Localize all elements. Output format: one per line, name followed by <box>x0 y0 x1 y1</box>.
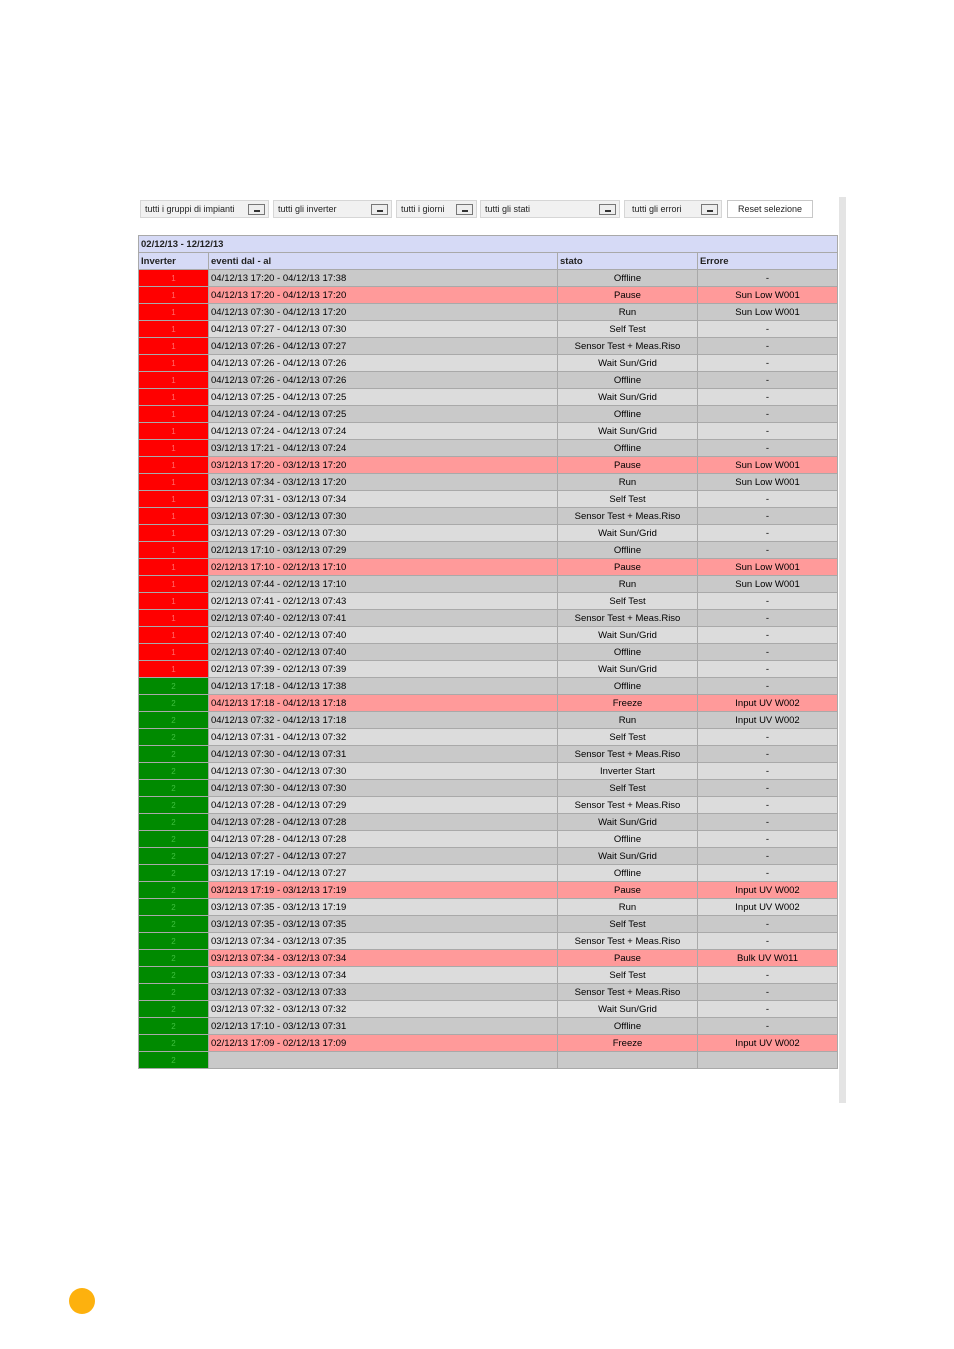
event-period-cell: 04/12/13 07:27 - 04/12/13 07:27 <box>209 848 558 865</box>
event-period-cell: 03/12/13 07:32 - 03/12/13 07:33 <box>209 984 558 1001</box>
status-cell: Wait Sun/Grid <box>558 423 698 440</box>
error-cell: - <box>698 593 838 610</box>
table-row[interactable] <box>139 831 838 848</box>
error-cell: - <box>698 610 838 627</box>
inverter-cell: 1 <box>139 491 209 508</box>
event-period-cell: 03/12/13 07:35 - 03/12/13 07:35 <box>209 916 558 933</box>
table-row[interactable] <box>139 916 838 933</box>
table-row[interactable] <box>139 559 838 576</box>
table-row[interactable] <box>139 491 838 508</box>
event-period-cell: 03/12/13 07:34 - 03/12/13 17:20 <box>209 474 558 491</box>
error-cell: - <box>698 389 838 406</box>
table-row[interactable] <box>139 814 838 831</box>
table-row[interactable] <box>139 593 838 610</box>
status-cell: Offline <box>558 831 698 848</box>
error-cell: - <box>698 1018 838 1035</box>
table-row[interactable] <box>139 440 838 457</box>
status-cell: Sensor Test + Meas.Riso <box>558 933 698 950</box>
table-row[interactable] <box>139 950 838 967</box>
status-cell: Inverter Start <box>558 763 698 780</box>
table-row[interactable] <box>139 967 838 984</box>
table-row[interactable] <box>139 678 838 695</box>
event-period-cell: 04/12/13 07:31 - 04/12/13 07:32 <box>209 729 558 746</box>
error-cell: - <box>698 440 838 457</box>
table-row[interactable] <box>139 797 838 814</box>
error-cell: - <box>698 678 838 695</box>
inverter-cell: 1 <box>139 525 209 542</box>
error-cell: - <box>698 423 838 440</box>
inverter-cell: 1 <box>139 423 209 440</box>
event-period-cell: 03/12/13 07:34 - 03/12/13 07:35 <box>209 933 558 950</box>
status-cell: Sensor Test + Meas.Riso <box>558 338 698 355</box>
table-header <box>139 253 838 270</box>
status-cell: Self Test <box>558 729 698 746</box>
status-cell: Offline <box>558 678 698 695</box>
table-row[interactable] <box>139 508 838 525</box>
event-period-cell: 02/12/13 07:40 - 02/12/13 07:41 <box>209 610 558 627</box>
vertical-scrollbar[interactable] <box>839 197 846 1103</box>
table-row[interactable] <box>139 933 838 950</box>
inverter-cell: 1 <box>139 338 209 355</box>
event-period-cell: 04/12/13 17:20 - 04/12/13 17:20 <box>209 287 558 304</box>
status-cell: Wait Sun/Grid <box>558 389 698 406</box>
inverter-cell: 2 <box>139 899 209 916</box>
inverter-cell: 2 <box>139 933 209 950</box>
status-cell: Offline <box>558 270 698 287</box>
inverter-filter[interactable] <box>273 200 392 218</box>
inverter-cell: 2 <box>139 984 209 1001</box>
error-cell: Sun Low W001 <box>698 559 838 576</box>
event-period-cell: 04/12/13 07:25 - 04/12/13 07:25 <box>209 389 558 406</box>
event-period-cell: 04/12/13 07:26 - 04/12/13 07:26 <box>209 355 558 372</box>
error-cell: - <box>698 406 838 423</box>
error-cell: - <box>698 525 838 542</box>
table-row[interactable] <box>139 457 838 474</box>
table-row[interactable] <box>139 746 838 763</box>
error-cell: - <box>698 865 838 882</box>
error-cell: - <box>698 661 838 678</box>
event-period-cell: 03/12/13 07:34 - 03/12/13 07:34 <box>209 950 558 967</box>
status-cell: Wait Sun/Grid <box>558 848 698 865</box>
table-row[interactable] <box>139 525 838 542</box>
event-log-panel <box>137 197 846 1103</box>
event-period-cell: 03/12/13 07:30 - 03/12/13 07:30 <box>209 508 558 525</box>
inverter-cell: 2 <box>139 1001 209 1018</box>
event-period-cell: 03/12/13 07:29 - 03/12/13 07:30 <box>209 525 558 542</box>
error-cell: Sun Low W001 <box>698 576 838 593</box>
error-cell: - <box>698 355 838 372</box>
error-cell: - <box>698 491 838 508</box>
table-row[interactable] <box>139 780 838 797</box>
inverter-cell: 2 <box>139 865 209 882</box>
event-period-cell: 04/12/13 07:26 - 04/12/13 07:26 <box>209 372 558 389</box>
status-cell: Run <box>558 474 698 491</box>
inverter-cell: 2 <box>139 1018 209 1035</box>
event-period-cell: 04/12/13 07:27 - 04/12/13 07:30 <box>209 321 558 338</box>
table-row[interactable] <box>139 474 838 491</box>
column-header-inverter[interactable]: Inverter <box>139 253 209 270</box>
error-cell: - <box>698 270 838 287</box>
inverter-cell: 1 <box>139 287 209 304</box>
inverter-cell: 1 <box>139 474 209 491</box>
error-cell: - <box>698 372 838 389</box>
table-row[interactable] <box>139 882 838 899</box>
status-cell: Offline <box>558 406 698 423</box>
error-cell: - <box>698 814 838 831</box>
event-period-cell <box>209 1052 558 1069</box>
table-row[interactable] <box>139 610 838 627</box>
table-row[interactable] <box>139 423 838 440</box>
dropdown-arrow-icon[interactable] <box>701 204 718 215</box>
table-row[interactable] <box>139 627 838 644</box>
status-cell: Offline <box>558 372 698 389</box>
inverter-cell: 2 <box>139 729 209 746</box>
error-cell: - <box>698 729 838 746</box>
table-row[interactable] <box>139 542 838 559</box>
inverter-cell: 2 <box>139 967 209 984</box>
status-cell: Pause <box>558 559 698 576</box>
inverter-cell: 2 <box>139 746 209 763</box>
error-filter[interactable] <box>624 200 722 218</box>
inverter-cell: 1 <box>139 644 209 661</box>
status-cell: Wait Sun/Grid <box>558 355 698 372</box>
error-cell: - <box>698 984 838 1001</box>
status-cell: Pause <box>558 287 698 304</box>
error-cell: - <box>698 321 838 338</box>
error-cell: Input UV W002 <box>698 899 838 916</box>
error-cell: Input UV W002 <box>698 882 838 899</box>
inverter-cell: 1 <box>139 559 209 576</box>
filter-bar <box>140 200 840 218</box>
event-period-cell: 02/12/13 07:44 - 02/12/13 17:10 <box>209 576 558 593</box>
error-cell: - <box>698 916 838 933</box>
status-cell: Offline <box>558 1018 698 1035</box>
status-cell: Sensor Test + Meas.Riso <box>558 610 698 627</box>
table-row[interactable] <box>139 321 838 338</box>
status-cell: Wait Sun/Grid <box>558 814 698 831</box>
table-row[interactable] <box>139 695 838 712</box>
status-cell: Self Test <box>558 593 698 610</box>
event-period-cell: 04/12/13 07:30 - 04/12/13 07:31 <box>209 746 558 763</box>
inverter-cell: 2 <box>139 882 209 899</box>
inverter-cell: 2 <box>139 848 209 865</box>
inverter-cell: 1 <box>139 406 209 423</box>
event-period-cell: 04/12/13 07:28 - 04/12/13 07:28 <box>209 814 558 831</box>
inverter-cell: 1 <box>139 576 209 593</box>
event-period-cell: 04/12/13 07:26 - 04/12/13 07:27 <box>209 338 558 355</box>
error-cell: - <box>698 627 838 644</box>
event-period-cell: 04/12/13 07:32 - 04/12/13 17:18 <box>209 712 558 729</box>
events-table <box>138 235 838 1069</box>
status-cell: Run <box>558 304 698 321</box>
status-cell: Pause <box>558 950 698 967</box>
status-cell: Freeze <box>558 695 698 712</box>
error-cell: - <box>698 746 838 763</box>
inverter-cell: 2 <box>139 712 209 729</box>
inverter-cell: 1 <box>139 389 209 406</box>
inverter-cell: 1 <box>139 508 209 525</box>
error-cell: Input UV W002 <box>698 695 838 712</box>
table-row[interactable] <box>139 355 838 372</box>
error-cell: Bulk UV W011 <box>698 950 838 967</box>
inverter-cell: 1 <box>139 321 209 338</box>
event-period-cell: 03/12/13 07:35 - 03/12/13 17:19 <box>209 899 558 916</box>
column-header-error[interactable]: Errore <box>698 253 838 270</box>
event-period-cell: 04/12/13 07:30 - 04/12/13 07:30 <box>209 763 558 780</box>
status-cell: Self Test <box>558 916 698 933</box>
error-cell: Sun Low W001 <box>698 457 838 474</box>
event-period-cell: 03/12/13 07:32 - 03/12/13 07:32 <box>209 1001 558 1018</box>
event-period-cell: 02/12/13 17:10 - 02/12/13 17:10 <box>209 559 558 576</box>
table-row[interactable] <box>139 406 838 423</box>
table-row[interactable] <box>139 1052 838 1069</box>
inverter-filter-label: tutti gli inverter <box>278 204 337 214</box>
dropdown-arrow-icon[interactable] <box>599 204 616 215</box>
error-filter-label: tutti gli errori <box>632 204 682 214</box>
reset-selection-button[interactable]: Reset selezione <box>727 200 813 218</box>
status-cell: Wait Sun/Grid <box>558 627 698 644</box>
inverter-cell: 1 <box>139 542 209 559</box>
error-cell: Input UV W002 <box>698 712 838 729</box>
error-cell: Sun Low W001 <box>698 474 838 491</box>
event-period-cell: 02/12/13 07:40 - 02/12/13 07:40 <box>209 627 558 644</box>
error-cell: - <box>698 338 838 355</box>
inverter-cell: 1 <box>139 457 209 474</box>
error-cell: - <box>698 848 838 865</box>
status-cell: Sensor Test + Meas.Riso <box>558 746 698 763</box>
inverter-cell: 2 <box>139 780 209 797</box>
inverter-cell: 1 <box>139 372 209 389</box>
status-cell <box>558 1052 698 1069</box>
table-row[interactable] <box>139 729 838 746</box>
event-period-cell: 04/12/13 17:18 - 04/12/13 17:18 <box>209 695 558 712</box>
inverter-cell: 1 <box>139 355 209 372</box>
event-period-cell: 04/12/13 07:28 - 04/12/13 07:28 <box>209 831 558 848</box>
column-header-status[interactable]: stato <box>558 253 698 270</box>
inverter-cell: 2 <box>139 678 209 695</box>
error-cell: - <box>698 508 838 525</box>
plant-group-filter[interactable] <box>140 200 269 218</box>
error-cell: - <box>698 644 838 661</box>
inverter-cell: 1 <box>139 304 209 321</box>
event-period-cell: 02/12/13 07:41 - 02/12/13 07:43 <box>209 593 558 610</box>
inverter-cell: 2 <box>139 831 209 848</box>
table-row[interactable] <box>139 848 838 865</box>
plant-group-filter-label: tutti i gruppi di impianti <box>145 204 235 214</box>
event-period-cell: 02/12/13 17:10 - 03/12/13 07:29 <box>209 542 558 559</box>
table-row[interactable] <box>139 304 838 321</box>
status-cell: Run <box>558 576 698 593</box>
error-cell: - <box>698 933 838 950</box>
event-period-cell: 02/12/13 07:39 - 02/12/13 07:39 <box>209 661 558 678</box>
dropdown-arrow-icon[interactable] <box>248 204 265 215</box>
inverter-cell: 2 <box>139 763 209 780</box>
error-cell: Sun Low W001 <box>698 304 838 321</box>
event-period-cell: 04/12/13 17:18 - 04/12/13 17:38 <box>209 678 558 695</box>
inverter-cell: 2 <box>139 797 209 814</box>
table-row[interactable] <box>139 389 838 406</box>
table-row[interactable] <box>139 712 838 729</box>
status-cell: Self Test <box>558 967 698 984</box>
error-cell: - <box>698 967 838 984</box>
status-cell: Self Test <box>558 780 698 797</box>
status-cell: Offline <box>558 865 698 882</box>
status-cell: Sensor Test + Meas.Riso <box>558 797 698 814</box>
status-cell: Sensor Test + Meas.Riso <box>558 984 698 1001</box>
table-row[interactable] <box>139 763 838 780</box>
event-period-cell: 04/12/13 07:30 - 04/12/13 07:30 <box>209 780 558 797</box>
error-cell: - <box>698 763 838 780</box>
inverter-cell: 1 <box>139 440 209 457</box>
status-cell: Wait Sun/Grid <box>558 1001 698 1018</box>
inverter-cell: 2 <box>139 916 209 933</box>
event-period-cell: 03/12/13 17:21 - 04/12/13 07:24 <box>209 440 558 457</box>
error-cell: - <box>698 1001 838 1018</box>
period-range: 02/12/13 - 12/12/13 <box>139 236 838 253</box>
inverter-cell: 2 <box>139 695 209 712</box>
table-row[interactable] <box>139 372 838 389</box>
table-row[interactable] <box>139 644 838 661</box>
status-cell: Pause <box>558 457 698 474</box>
column-header-events[interactable]: eventi dal - al <box>209 253 558 270</box>
status-cell: Wait Sun/Grid <box>558 525 698 542</box>
event-period-cell: 04/12/13 07:30 - 04/12/13 17:20 <box>209 304 558 321</box>
day-filter-label: tutti i giorni <box>401 204 445 214</box>
table-row[interactable] <box>139 984 838 1001</box>
page-marker-dot <box>69 1288 95 1314</box>
inverter-cell: 1 <box>139 661 209 678</box>
inverter-cell: 2 <box>139 1035 209 1052</box>
inverter-cell: 1 <box>139 627 209 644</box>
event-period-cell: 02/12/13 07:40 - 02/12/13 07:40 <box>209 644 558 661</box>
inverter-cell: 2 <box>139 1052 209 1069</box>
dropdown-arrow-icon[interactable] <box>456 204 473 215</box>
status-cell: Run <box>558 899 698 916</box>
event-period-cell: 03/12/13 17:19 - 04/12/13 07:27 <box>209 865 558 882</box>
inverter-cell: 2 <box>139 814 209 831</box>
event-period-cell: 03/12/13 07:31 - 03/12/13 07:34 <box>209 491 558 508</box>
table-row[interactable] <box>139 865 838 882</box>
event-period-cell: 02/12/13 17:10 - 03/12/13 07:31 <box>209 1018 558 1035</box>
status-cell: Wait Sun/Grid <box>558 661 698 678</box>
error-cell: - <box>698 542 838 559</box>
error-cell: - <box>698 780 838 797</box>
error-cell: - <box>698 797 838 814</box>
event-period-cell: 02/12/13 17:09 - 02/12/13 17:09 <box>209 1035 558 1052</box>
event-period-cell: 04/12/13 07:28 - 04/12/13 07:29 <box>209 797 558 814</box>
event-period-cell: 04/12/13 07:24 - 04/12/13 07:24 <box>209 423 558 440</box>
status-cell: Offline <box>558 542 698 559</box>
error-cell: Sun Low W001 <box>698 287 838 304</box>
status-cell: Offline <box>558 644 698 661</box>
period-row <box>139 236 838 253</box>
event-period-cell: 03/12/13 17:20 - 03/12/13 17:20 <box>209 457 558 474</box>
dropdown-arrow-icon[interactable] <box>371 204 388 215</box>
inverter-cell: 2 <box>139 950 209 967</box>
table-row[interactable] <box>139 1035 838 1052</box>
table-row[interactable] <box>139 661 838 678</box>
table-row[interactable] <box>139 899 838 916</box>
table-row[interactable] <box>139 1018 838 1035</box>
status-cell: Pause <box>558 882 698 899</box>
table-row[interactable] <box>139 270 838 287</box>
event-period-cell: 03/12/13 17:19 - 03/12/13 17:19 <box>209 882 558 899</box>
status-cell: Self Test <box>558 491 698 508</box>
status-cell: Offline <box>558 440 698 457</box>
table-row[interactable] <box>139 338 838 355</box>
status-cell: Self Test <box>558 321 698 338</box>
status-filter[interactable] <box>480 200 620 218</box>
event-period-cell: 03/12/13 07:33 - 03/12/13 07:34 <box>209 967 558 984</box>
status-cell: Run <box>558 712 698 729</box>
inverter-cell: 1 <box>139 270 209 287</box>
error-cell <box>698 1052 838 1069</box>
table-row[interactable] <box>139 1001 838 1018</box>
status-cell: Sensor Test + Meas.Riso <box>558 508 698 525</box>
day-filter[interactable] <box>396 200 477 218</box>
table-row[interactable] <box>139 576 838 593</box>
status-cell: Freeze <box>558 1035 698 1052</box>
status-filter-label: tutti gli stati <box>485 204 531 214</box>
inverter-cell: 1 <box>139 610 209 627</box>
table-row[interactable] <box>139 287 838 304</box>
error-cell: Input UV W002 <box>698 1035 838 1052</box>
event-period-cell: 04/12/13 07:24 - 04/12/13 07:25 <box>209 406 558 423</box>
event-period-cell: 04/12/13 17:20 - 04/12/13 17:38 <box>209 270 558 287</box>
error-cell: - <box>698 831 838 848</box>
inverter-cell: 1 <box>139 593 209 610</box>
